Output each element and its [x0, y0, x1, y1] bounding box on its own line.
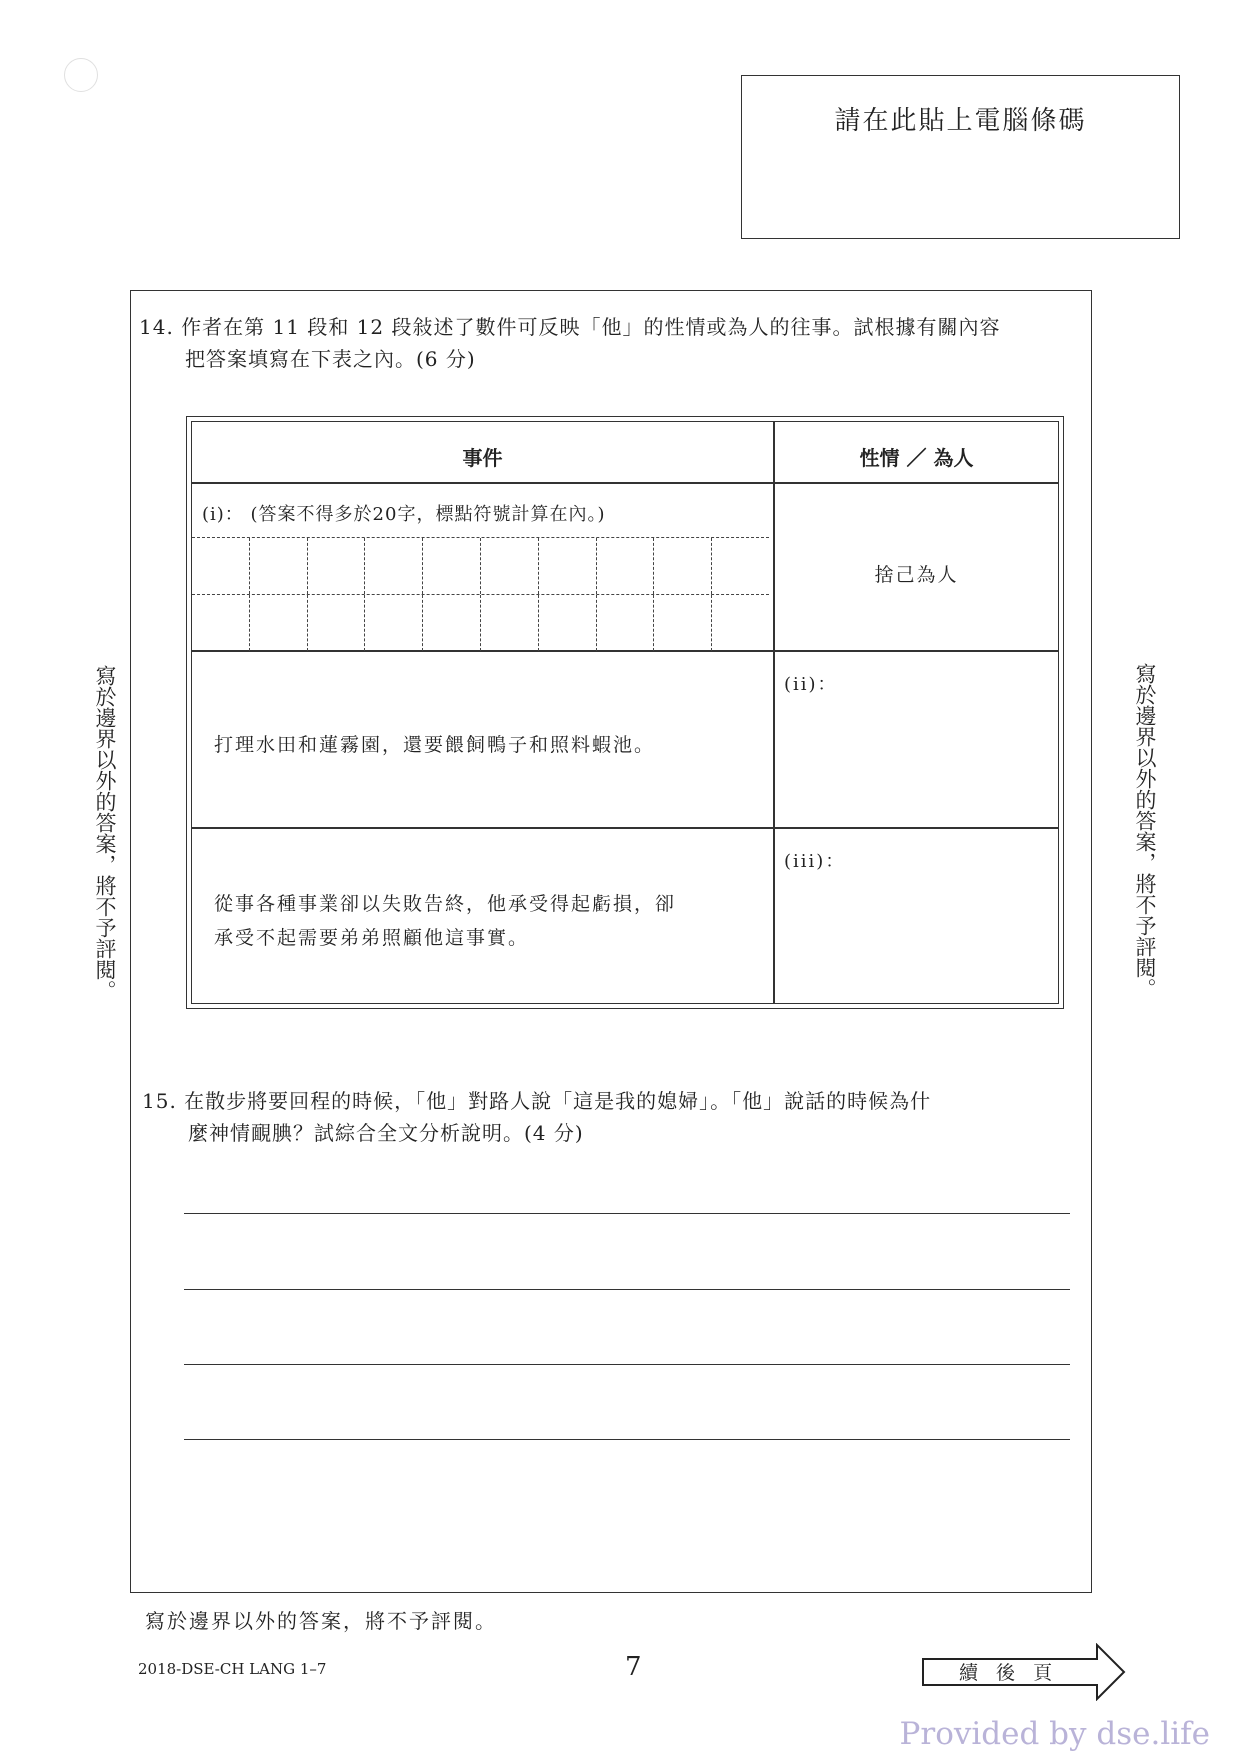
- row1-trait: 捨己為人: [874, 564, 959, 586]
- q15-line2: 麼神情靦腆？試綜合全文分析說明。(4 分): [188, 1121, 584, 1145]
- answer-line[interactable]: [184, 1364, 1070, 1365]
- grid-cell[interactable]: [250, 595, 308, 651]
- punch-hole-mark: [64, 58, 98, 92]
- grid-cell[interactable]: [712, 595, 769, 651]
- row2-answer-area[interactable]: [774, 652, 1059, 827]
- page-number: 7: [625, 1652, 642, 1682]
- q15-line1: 15. 在散步將要回程的時候，「他」對路人說「這是我的媳婦」。「他」說話的時候為什: [142, 1089, 932, 1113]
- grid-cell[interactable]: [365, 538, 423, 594]
- grid-cell[interactable]: [539, 538, 597, 594]
- grid-cell[interactable]: [308, 595, 366, 651]
- barcode-box: [741, 75, 1180, 239]
- barcode-label: 請在此貼上電腦條碼: [834, 106, 1087, 136]
- grid-cell[interactable]: [423, 538, 481, 594]
- grid-cell[interactable]: [192, 538, 250, 594]
- continue-label: 續 後 頁: [959, 1662, 1059, 1684]
- row3-label: (iii)：: [784, 851, 846, 872]
- q14-table-inner: [191, 421, 1059, 1004]
- watermark: Provided by dse.life: [899, 1716, 1210, 1752]
- grid-cell[interactable]: [597, 538, 655, 594]
- row1-label: (i)： (答案不得多於20字，標點符號計算在內。): [202, 504, 606, 525]
- header-divider: [192, 482, 1058, 484]
- grid-cell[interactable]: [423, 595, 481, 651]
- left-margin-note: [92, 665, 116, 1007]
- right-margin-note-text: 寫於邊界以外的答案，將不予評閱。: [1133, 663, 1157, 999]
- grid-cell[interactable]: [654, 538, 712, 594]
- q14-line1: 14. 作者在第 11 段和 12 段敍述了數件可反映「他」的性情或為人的往事。試根據有關內容: [139, 315, 1001, 339]
- answer-line[interactable]: [184, 1289, 1070, 1290]
- answer-line[interactable]: [184, 1213, 1070, 1214]
- header-trait: 性情 ／ 為人: [859, 446, 974, 470]
- grid-cell[interactable]: [481, 538, 539, 594]
- grid-cell[interactable]: [654, 595, 712, 651]
- grid-cell[interactable]: [712, 538, 769, 594]
- row3-event-line1: 從事各種事業卻以失敗告終，他承受得起虧損，卻: [214, 893, 677, 915]
- row2-label: (ii)：: [784, 674, 838, 695]
- grid-cell[interactable]: [308, 538, 366, 594]
- right-margin-note: [1132, 663, 1156, 1005]
- left-margin-note-text: 寫於邊界以外的答案，將不予評閱。: [93, 665, 117, 1001]
- row2-event: 打理水田和蓮霧園，還要餵飼鴨子和照料蝦池。: [214, 734, 656, 756]
- grid-cell[interactable]: [597, 595, 655, 651]
- paper-code: 2018-DSE-CH LANG 1–7: [138, 1660, 327, 1678]
- continue-arrow: [921, 1643, 1126, 1701]
- grid-cell[interactable]: [365, 595, 423, 651]
- grid-cell[interactable]: [192, 595, 250, 651]
- grid-cell[interactable]: [481, 595, 539, 651]
- character-grid[interactable]: [192, 537, 769, 650]
- header-event: 事件: [462, 446, 503, 470]
- answer-line[interactable]: [184, 1439, 1070, 1440]
- row3-event-line2: 承受不起需要弟弟照顧他這事實。: [214, 927, 530, 949]
- q14-table: [186, 416, 1064, 1009]
- q14-line2: 把答案填寫在下表之內。(6 分): [185, 347, 476, 371]
- grid-row: [192, 594, 769, 651]
- grid-cell[interactable]: [250, 538, 308, 594]
- grid-cell[interactable]: [539, 595, 597, 651]
- grid-row: [192, 537, 769, 594]
- footer-note: 寫於邊界以外的答案，將不予評閱。: [145, 1609, 497, 1633]
- row3-answer-area[interactable]: [774, 829, 1059, 1004]
